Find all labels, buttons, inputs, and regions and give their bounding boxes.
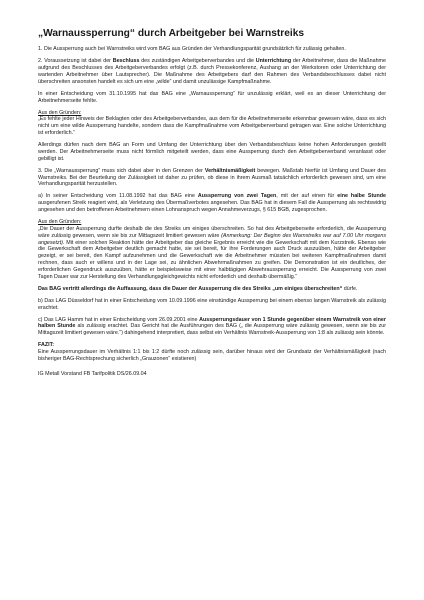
bold-run: Aussperrungsdauer von 1 Stunde gegenüber einem Warnstreik von einer halben Stunde [38, 316, 386, 330]
text-run: „Die Dauer der Aussperrung durfte deshalb die des Streiks um einiges überschreiten. So hat des Arbeitgeberseite erforderlich, die Aussperrung wäre zulässig gewesen, wenn sie bis zur Mittagszeit limitiert gewesen wäre [38, 225, 386, 239]
text-run: Mit einer solchen Reaktion hätte der Arbeitgeber das gleiche Ergebnis erreicht wie die Gewerkschaft mit dem Kurzstreik. Ebenso wie die Gewerkschaft dem Arbeitgeber deutlich gemacht hatte, sie sei bereit, für ihre Forderungen auch Druck auszuüben, hätte der Arbeitgeber gezeigt, er sei bereit, den Kampf aufzunehmen und die Gewerkschaft wie die Arbeitnehmer müssten bei weiteren Kampfmaßnahmen damit rechnen, dass auch er willens und in der Lage sei, zu ähnlichen Abwehrmaßnahmen zu greifen. Die Demonstration ist ein deutliches, der erforderlichen Gegendruck auszuüben, hätte er beispielsweise mit einer halbtägigen Abwehraussperrung erreicht. Die Aussperrung von zwei Tagen Dauer war zur Herstellung des Verhandlungsgleichgewichts nicht erforderlich und deshalb übermäßig.“ [38, 239, 386, 280]
paragraph-fazit: Eine Aussperrungsdauer im Verhältnis 1:1 bis 1:2 dürfte noch zulässig sein, darüber hinaus wird der Grundsatz der Verhältnismäßigkeit (nach bisheriger BAG-Rechtsprechung sicherlich „Grauzonen“ existieren) [38, 349, 386, 362]
quote-2 [38, 226, 386, 281]
text-run: c) Das LAG Hamm hat in einer Entscheidung vom 26.09.2001 eine [38, 316, 200, 323]
bold-run: Das BAG vertritt allerdings die Auffassung, dass die Dauer der Aussperrung die des Streiks „um einiges überschreiten“ [38, 285, 343, 292]
text-run: ausgerufenen Streik reagiert wird, als Verletzung des Übermaßverbotes angesehen. Das BAG hat in diesem Fall die Aussperrung als rechtswidrig angesehen und den betroffenen Arbeitnehmern einen Lohnanspruch wegen Annahmeverzugs, § 615 BGB, zugesprochen. [38, 200, 386, 214]
bold-run: eine halbe Stunde [337, 193, 386, 200]
text-run: 2. Voraussetzung ist dabei der [38, 58, 113, 65]
paragraph-5: Allerdings dürfen nach dem BAG an Form und Umfang der Unterrichtung über den Verbandsbeschluss keine hohen Anforderungen gestellt werden. Der Arbeitnehmerseite muss nicht förmlich mitgeteilt werden, dass eine Aussperrung durch den Arbeitgeberverband veranlasst oder gebilligt ist. [38, 142, 386, 162]
bold-run: Aussperrung von zwei Tagen [197, 193, 277, 200]
quote-1: „Es fehlte jeder Hinweis der Beklagten oder des Arbeitgeberverbandes, aus dem für die Arbeitnehmerseite erkennbar gewesen wäre, dass es sich nicht um eine wilde Aussperrung handelte, sondern dass die Kampfmaßnahme vom Arbeitgeberverband getragen war. Eine solche Unterrichtung ist erforderlich.“ [38, 116, 386, 137]
paragraph-6 [38, 168, 386, 188]
bold-run: Unterrichtung [255, 58, 292, 65]
text-run: 3. Die „Warnaussperrung“ muss sich dabei aber in den Grenzen der [38, 167, 205, 174]
paragraph-9 [38, 286, 386, 293]
paragraph-3: In einer Entscheidung vom 31.10.1995 hat das BAG eine „Warnaussperrung“ für unzulässig erklärt, weil es an dieser Unterrichtung der Arbeitnehmerseite fehlte. [38, 90, 386, 104]
text-run: als zulässig erachtet. Das Gericht hat die Ausführungen des BAG („ die Aussperrung wäre zulässig gewesen, wenn sie bis zur Mittagszeit limitiert gewesen wäre.“) dahingehend interpretiert, dass selbst ein Verhältnis Warnstreik-Aussperrung von 1:8 als zulässig sein könnte. [38, 323, 386, 337]
text-run: , mit der auf einen für [276, 193, 338, 200]
text-run: bewegen. Maßstab hierfür ist Umfang und Dauer des Warnstreiks. Bei der Beurteilung der Zulässigkeit ist daher zu prüfen, ob diese in ihrem Ausmaß tatsächlich erforderlich gewesen sind, um eine Verhandlungsparität herzustellen. [38, 167, 386, 188]
bold-run: Verhältnismäßigkeit [204, 167, 256, 174]
paragraph-7 [38, 193, 386, 213]
document-footer: IG Metall Vorstand FB Tarifpolitik DS/26.09.04 [38, 370, 147, 377]
paragraph-11 [38, 317, 386, 337]
italic-run: (Anmerkung: Der Beginn des Warnstreiks war auf 7.00 Uhr morgens angesetzt). [38, 232, 386, 246]
document-title: „Warnaussperrung“ durch Arbeitgeber bei Warnstreiks [38, 28, 305, 39]
grounds-label-1: Aus den Gründen: [38, 109, 82, 116]
text-run: a) In seiner Entscheidung vom 11.08.1992 hat das BAG eine [38, 193, 198, 200]
bold-run: Beschluss [112, 58, 140, 65]
paragraph-1: 1. Die Aussperrung auch bei Warnstreiks wird vom BAG aus Gründen der Verhandlungsparität grundsätzlich für zulässig gehalten. [38, 46, 346, 53]
text-run: dürfe. [342, 285, 358, 292]
paragraph-10: b) Das LAG Düsseldorf hat in einer Entscheidung vom 10.09.1996 eine einstündige Aussperrung bei einem ebenso langen Warnstreik als zulässig erachtet. [38, 297, 386, 311]
paragraph-2 [38, 58, 386, 85]
text-run: des zuständigen Arbeitgeberverbandes und die [139, 58, 256, 65]
grounds-label-2: Aus den Gründen: [38, 219, 82, 226]
fazit-label: FAZIT: [38, 342, 55, 349]
text-run: der Arbeitnehmer, dass die Maßnahme aufgrund des Beschlusses des Arbeitgeberverbandes erfolgt (z.B. durch Pressekonferenz, Aushang an der Werkstoren oder Unterrichtung der wartenden Arbeitnehmer über Lautsprecher). Die Maßnahme des Arbeitgebers darf den Rahmen des Verbandsbeschlusses dabei nicht überschreiten ansonsten handelt es sich um eine „wilde“ und damit unzulässige Kampfmaßnahme. [38, 58, 386, 85]
